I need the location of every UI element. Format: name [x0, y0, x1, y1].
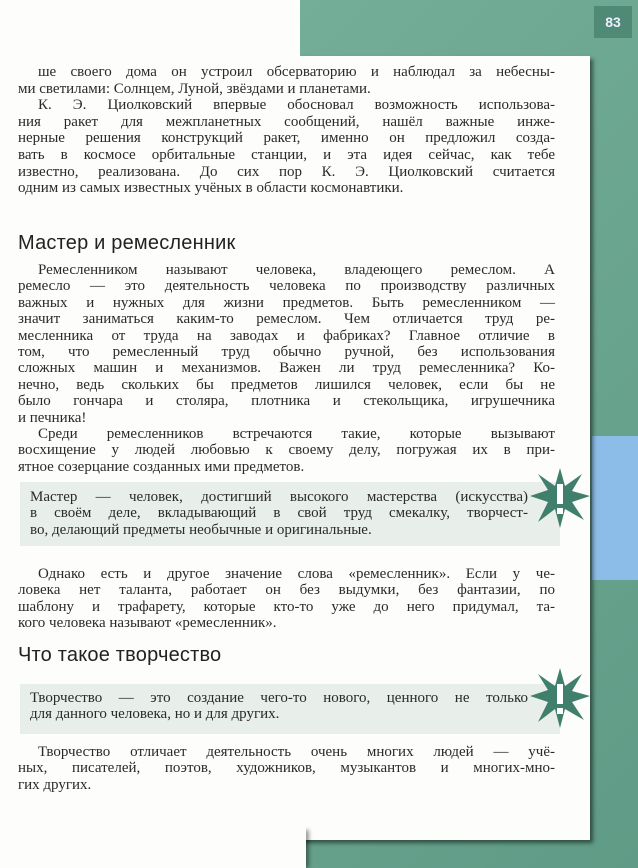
paragraph-line: месленника от труда на заводах и фабриках? Главное отличие в	[18, 327, 555, 344]
page-top-left	[0, 0, 300, 60]
paragraph-line: Среди ремесленников встречаются такие, которые вызывают	[38, 426, 555, 442]
intro-line: ми светилами: Солнцем, Луной, звёздами и планетами.	[18, 80, 371, 97]
paragraph-line: шаблону и трафарету, которые кто-то уже до него придумал, та-	[18, 598, 555, 615]
intro-line: ния ракет для межпланетных сообщений, нашёл важные инже-	[18, 113, 555, 130]
paragraph-line: восхищение у людей любовью к своему делу, погружая их в при-	[18, 442, 555, 459]
paragraph-line: Творчество отличает деятельность очень многих людей — учё-	[38, 744, 555, 760]
paragraph-line: сложных машин и механизмов. Важен ли труд ремесленника? Ко-	[18, 360, 555, 377]
intro-line: ше своего дома он устроил обсерваторию и наблюдал за небесны-	[38, 64, 555, 80]
paragraph-line: было гончара и столяра, плотника и стекольщика, игрушечника	[18, 393, 555, 410]
paragraph-line: и печника!	[18, 409, 87, 426]
paragraph-line: гих других.	[18, 776, 92, 793]
definition-line: Творчество — это создание чего-то нового, ценного не только	[30, 690, 528, 706]
intro-line: известно, реализована. До сих пор К. Э. Циолковский считается	[18, 163, 555, 180]
paragraph-line: кого человека называют «ремесленник».	[18, 615, 277, 632]
side-blue-band	[592, 436, 638, 580]
heading-master: Мастер и ремесленник	[18, 232, 236, 254]
paragraph-line: значит заниматься каким-то ремеслом. Чем отличается труд ре-	[18, 311, 555, 328]
definition-line: во, делающий предметы необычные и оригинальные.	[30, 521, 372, 538]
intro-line: К. Э. Циолковский впервые обосновал возможность использова-	[38, 97, 555, 114]
paragraph-line: Однако есть и другое значение слова «ремесленник». Если у че-	[38, 566, 555, 582]
paragraph-line: важных и нужных для жизни предметов. Быть ремесленником —	[18, 294, 555, 311]
paragraph-line: ятное созерцание созданных ими предметов.	[18, 458, 305, 475]
page-bottom-fill	[0, 820, 306, 868]
paragraph-line: ловека нет таланта, работает он без выдумки, без фантазии, по	[18, 582, 555, 599]
paragraph-line: Ремесленником называют человека, владеющего ремеслом. А	[38, 262, 555, 278]
definition-line: Мастер — человек, достигший высокого мастерства (искусства)	[30, 489, 528, 505]
exclamation-star-icon	[530, 468, 590, 528]
paragraph-line: ных, писателей, поэтов, художников, музыкантов и многих-мно-	[18, 760, 555, 777]
paragraph-line: том, что ремесленный труд обычно ручной, без использования	[18, 344, 555, 360]
paragraph-line: нечно, ведь скольких бы предметов лишился человек, если бы не	[18, 376, 555, 393]
exclamation-star-icon	[530, 668, 590, 728]
definition-line: для данного человека, но и для других.	[30, 706, 280, 723]
intro-line: нерные решения конструкций ракет, именно он предложил созда-	[18, 130, 555, 147]
paragraph-line: ремесло — это деятельность человека по производству различных	[18, 278, 555, 295]
definition-line: в своём деле, вкладывающий в свой труд смекалку, творчест-	[30, 505, 528, 522]
heading-creativity: Что такое творчество	[18, 644, 222, 666]
intro-line: одним из самых известных учёных в области космонавтики.	[18, 180, 404, 197]
intro-line: вать в космосе орбитальные станции, и эта идея сейчас, как тебе	[18, 147, 555, 163]
page-number: 83	[594, 6, 632, 38]
